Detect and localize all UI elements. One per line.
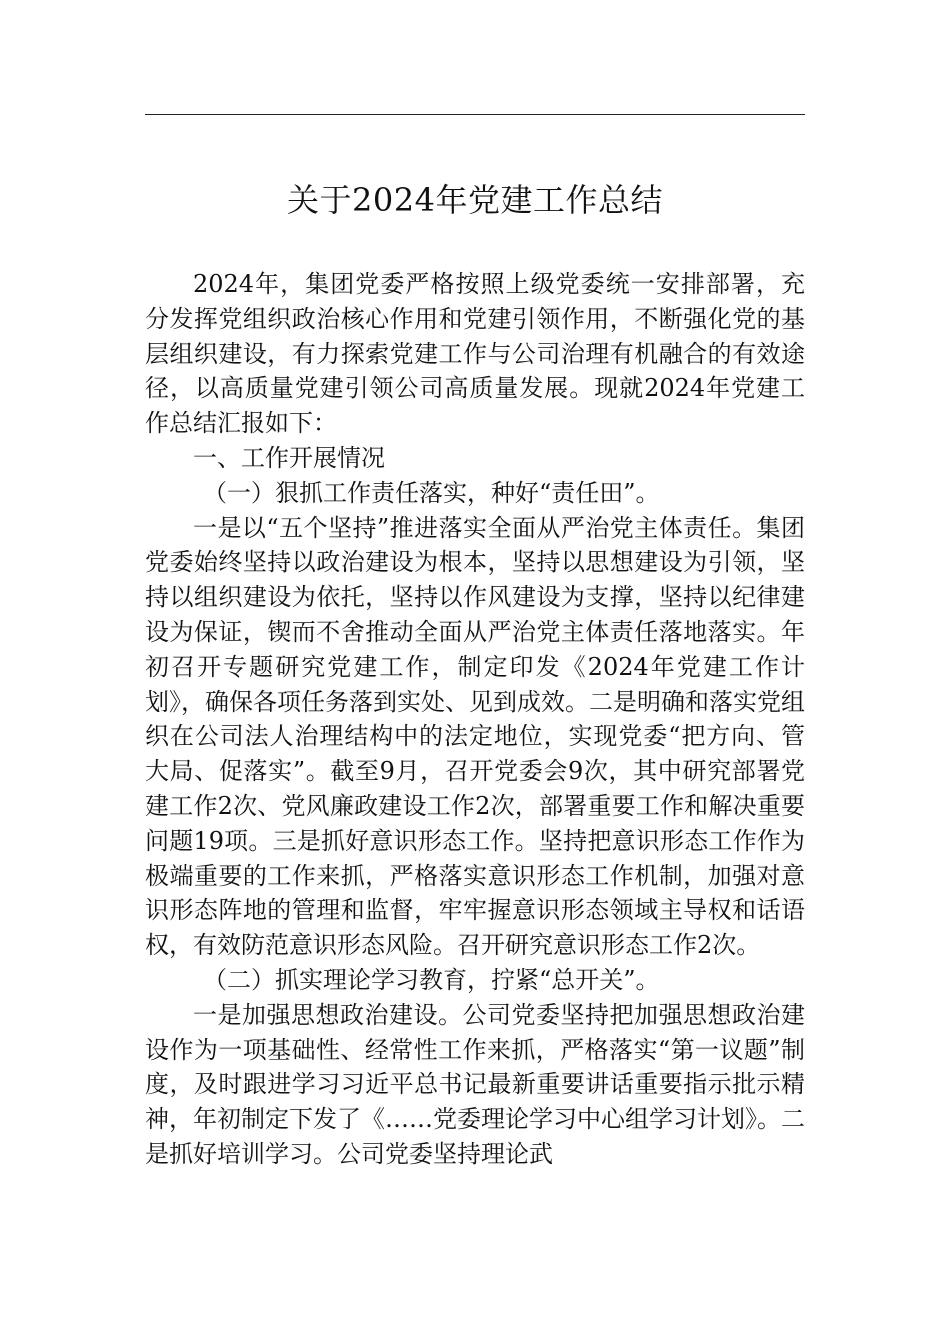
theory-study-paragraph: 一是加强思想政治建设。公司党委坚持把加强思想政治建设作为一项基础性、经常性工作来抓，严格落实“第一议题”制度，及时跟进学习习近平总书记最新重要讲话重要指示批示精神，年初制定下发了《……党委理论学习中心组学习计划》。二是抓好培训学习。公司党委坚持理论武 xyxy=(145,1000,805,1168)
responsibility-paragraph: 一是以“五个坚持”推进落实全面从严治党主体责任。集团党委始终坚持以政治建设为根本，坚持以思想建设为引领，坚持以组织建设为依托，坚持以作风建设为支撑，坚持以纪律建设为保证，锲而不舍推动全面从严治党主体责任落地落实。年初召开专题研究党建工作，制定印发《2024年党建工作计划》，确保各项任务落到实处、见到成效。二是明确和落实党组织在公司法人治理结构中的法定地位，实现党委“把方向、管大局、促落实”。截至9月，召开党委会9次，其中研究部署党建工作2次、党风廉政建设工作2次，部署重要工作和解决重要问题19项。三是抓好意识形态工作。坚持把意识形态工作作为极端重要的工作来抓，严格落实意识形态工作机制，加强对意识形态阵地的管理和监督，牢牢握意识形态领域主导权和话语权，有效防范意识形态风险。召开研究意识形态工作2次。 xyxy=(145,513,805,960)
document-body xyxy=(145,267,805,1172)
subsection-heading-theory-study: （二）抓实理论学习教育，拧紧“总开关”。 xyxy=(203,965,660,994)
subsection-heading-responsibility: （一）狠抓工作责任落实，种好“责任田”。 xyxy=(203,478,660,507)
document-title: 关于2024年党建工作总结 xyxy=(287,181,663,219)
section-heading-work-status: 一、工作开展情况 xyxy=(193,443,385,472)
intro-paragraph: 2024年，集团党委严格按照上级党委统一安排部署，充分发挥党组织政治核心作用和党建引领作用，不断强化党的基层组织建设，有力探索党建工作与公司治理有机融合的有效途径，以高质量党建引领公司高质量发展。现就2024年党建工作总结汇报如下： xyxy=(145,270,805,438)
header-rule xyxy=(145,114,805,115)
